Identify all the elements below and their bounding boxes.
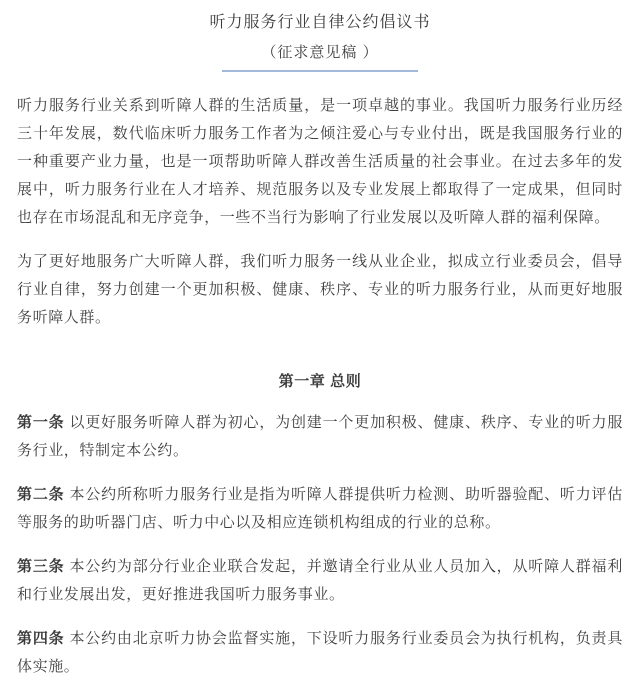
intro-paragraph: 为了更好地服务广大听障人群，我们听力服务一线从业企业，拟成立行业委员会，倡导行业自律，努力创建一个更加积极、健康、秩序、专业的听力服务行业，从而更好地服务听障人群。 [17,253,623,326]
article-paragraph [17,553,623,609]
article-paragraph [17,625,623,681]
article-paragraph [17,409,623,465]
chapter-heading: 第一章 总则 [278,373,362,390]
article-label: 第四条 [17,630,65,647]
article-text: 本公约由北京听力协会监督实施，下设听力服务行业委员会为执行机构，负责具体实施。 [17,630,623,675]
article-label: 第三条 [17,558,65,575]
article-label: 第二条 [17,486,65,503]
document-header [0,0,640,72]
article-text: 以更好服务听障人群为初心，为创建一个更加积极、健康、秩序、专业的听力服务行业，特制定本公约。 [17,414,623,459]
page-subtitle: （征求意见稿 ） [261,44,379,61]
article-paragraph [17,481,623,537]
document-body [0,72,640,697]
page-title: 听力服务行业自律公约倡议书 [209,14,431,31]
intro-paragraph: 听力服务行业关系到听障人群的生活质量，是一项卓越的事业。我国听力服务行业历经三十年发展，数代临床听力服务工作者为之倾注爱心与专业付出，既是我国服务行业的一种重要产业力量，也是一项帮助听障人群改善生活质量的社会事业。在过去多年的发展中，听力服务行业在人才培养、规范服务以及专业发展上都取得了一定成果，但同时也存在市场混乱和无序竞争，一些不当行为影响了行业发展以及听障人群的福利保障。 [17,97,623,226]
article-label: 第一条 [17,414,65,431]
article-text: 本公约为部分行业企业联合发起，并邀请全行业从业人员加入，从听障人群福利和行业发展出发，更好推进我国听力服务事业。 [17,558,623,603]
article-text: 本公约所称听力服务行业是指为听障人群提供听力检测、助听器验配、听力评估等服务的助听器门店、听力中心以及相应连锁机构组成的行业的总称。 [17,486,623,531]
